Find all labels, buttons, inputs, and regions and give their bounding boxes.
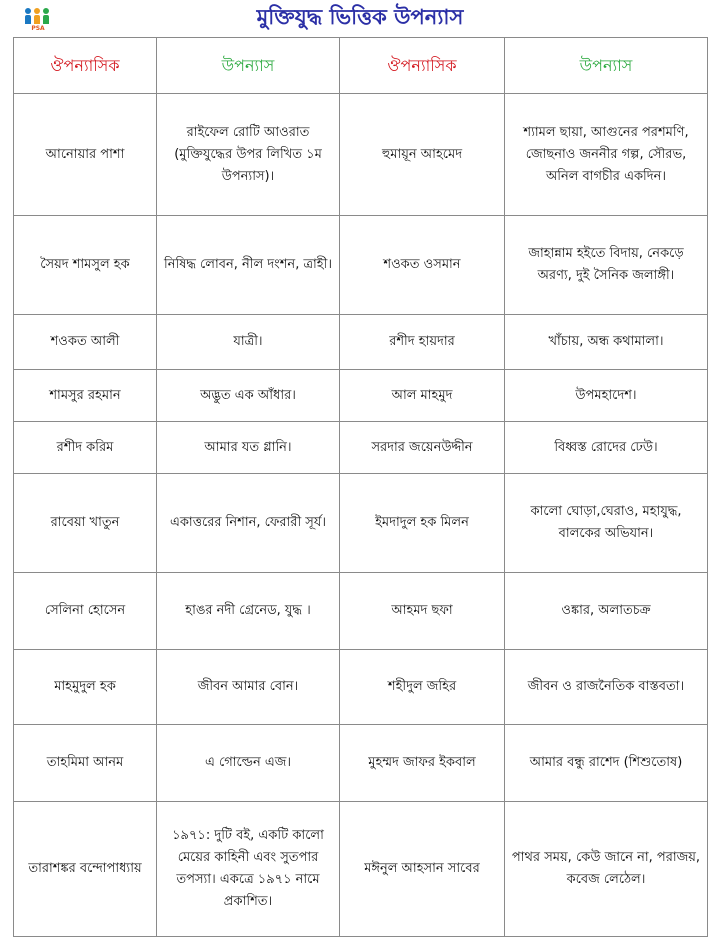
table-row: [14, 474, 708, 573]
author-cell: মঈনুল আহসান সাবের: [340, 802, 505, 937]
table-header-row: [14, 38, 708, 94]
table-row: [14, 725, 708, 802]
author-cell: সেলিনা হোসেন: [14, 573, 157, 650]
table-row: [14, 573, 708, 650]
author-cell: শওকত ওসমান: [340, 216, 505, 315]
table-row: [14, 802, 708, 937]
author-cell: তাহমিমা আনম: [14, 725, 157, 802]
novel-cell: কালো ঘোড়া,ঘেরাও, মহাযুদ্ধ, বালকের অভিযান।: [505, 474, 708, 573]
table-row: [14, 370, 708, 422]
logo-text: PSA: [31, 25, 45, 32]
novel-cell: উপমহাদেশ।: [505, 370, 708, 422]
novel-cell: হাঙর নদী গ্রেনেড, যুদ্ধ ।: [157, 573, 340, 650]
header-author-2: ঔপন্যাসিক: [340, 38, 505, 94]
author-cell: মুহম্মদ জাফর ইকবাল: [340, 725, 505, 802]
author-cell: তারাশঙ্কর বন্দোপাধ্যায়: [14, 802, 157, 937]
author-cell: রশীদ হায়দার: [340, 315, 505, 370]
novel-cell: জীবন আমার বোন।: [157, 650, 340, 725]
novel-cell: জীবন ও রাজনৈতিক বাস্তবতা।: [505, 650, 708, 725]
table-row: [14, 216, 708, 315]
author-cell: রাবেয়া খাতুন: [14, 474, 157, 573]
header-novel-2: উপন্যাস: [505, 38, 708, 94]
author-cell: সৈয়দ শামসুল হক: [14, 216, 157, 315]
author-cell: আল মাহমুদ: [340, 370, 505, 422]
novel-cell: নিষিদ্ধ লোবন, নীল দংশন, ত্রাহী।: [157, 216, 340, 315]
header-novel-1: উপন্যাস: [157, 38, 340, 94]
header-author-1: ঔপন্যাসিক: [14, 38, 157, 94]
novel-cell: আমার বন্ধু রাশেদ (শিশুতোষ): [505, 725, 708, 802]
table-row: [14, 422, 708, 474]
novel-cell: খাঁচায়, অন্ধ কথামালা।: [505, 315, 708, 370]
author-cell: শামসুর রহমান: [14, 370, 157, 422]
novel-cell: এ গোল্ডেন এজ।: [157, 725, 340, 802]
author-cell: আহমদ ছফা: [340, 573, 505, 650]
author-cell: ইমদাদুল হক মিলন: [340, 474, 505, 573]
novel-cell: আমার যত গ্লানি।: [157, 422, 340, 474]
author-cell: মাহমুদুল হক: [14, 650, 157, 725]
novel-cell: ওঙ্কার, অলাতচক্র: [505, 573, 708, 650]
author-cell: হুমায়ূন আহমেদ: [340, 94, 505, 216]
author-cell: রশীদ করিম: [14, 422, 157, 474]
novel-cell: শ্যামল ছায়া, আগুনের পরশমণি, জোছনাও জননীর গল্প, সৌরভ, অনিল বাগচীর একদিন।: [505, 94, 708, 216]
table-row: [14, 650, 708, 725]
author-cell: সরদার জয়েনউদ্দীন: [340, 422, 505, 474]
novels-table: [13, 37, 708, 937]
novel-cell: পাথর সময়, কেউ জানে না, পরাজয়, কবেজ লেঠেল।: [505, 802, 708, 937]
table-row: [14, 94, 708, 216]
novel-cell: জাহান্নাম হইতে বিদায়, নেকড়ে অরণ্য, দুই সৈনিক জলাঙ্গী।: [505, 216, 708, 315]
author-cell: শওকত আলী: [14, 315, 157, 370]
author-cell: শহীদুল জহির: [340, 650, 505, 725]
novel-cell: অদ্ভুত এক আঁধার।: [157, 370, 340, 422]
page-title: মুক্তিযুদ্ধ ভিত্তিক উপন্যাস: [256, 5, 464, 29]
novel-cell: বিধ্বস্ত রোদের ঢেউ।: [505, 422, 708, 474]
novel-cell: যাত্রী।: [157, 315, 340, 370]
author-cell: আনোয়ার পাশা: [14, 94, 157, 216]
table-row: [14, 315, 708, 370]
novel-cell: রাইফেল রোটি আওরাত (মুক্তিযুদ্ধের উপর লিখিত ১ম উপন্যাস)।: [157, 94, 340, 216]
novel-cell: একাত্তরের নিশান, ফেরারী সূর্য।: [157, 474, 340, 573]
novel-cell: ১৯৭১: দুটি বই, একটি কালো মেয়ের কাহিনী এবং সুতপার তপস্যা। একত্রে ১৯৭১ নামে প্রকাশিত।: [157, 802, 340, 937]
